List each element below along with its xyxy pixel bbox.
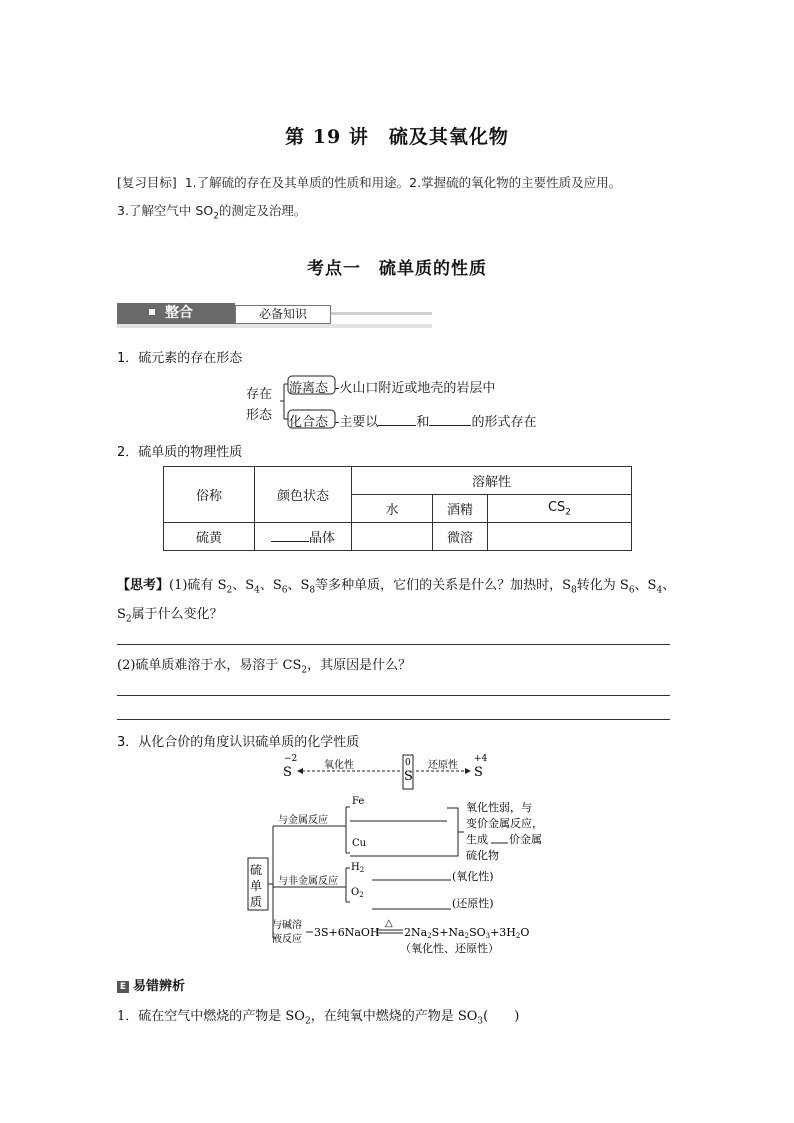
sulfur-chemistry-diagram <box>240 752 560 962</box>
error-heading: E 易错辨析 <box>117 975 185 994</box>
header-water: 水 <box>352 495 433 523</box>
valence-minus2: −2 <box>284 754 298 764</box>
answer-line-3[interactable] <box>117 719 670 720</box>
cu-label: Cu <box>352 838 367 849</box>
svg-text:硫: 硫 <box>250 863 263 877</box>
svg-text:变价金属反应，: 变价金属反应， <box>466 817 543 830</box>
metal-reaction-label: 与金属反应 <box>278 815 328 826</box>
header-alcohol: 酒精 <box>433 495 488 523</box>
valence-zero: 0 <box>405 758 411 768</box>
header-color-state: 颜色状态 <box>255 467 352 523</box>
square-icon <box>149 309 155 315</box>
existence-root: 存在 形态 <box>246 387 273 423</box>
sulfur-minus2: S <box>283 765 292 780</box>
answer-line-2[interactable] <box>117 695 670 696</box>
answer-line-1[interactable] <box>117 644 670 645</box>
banner-knowledge: 必备知识 <box>235 305 331 324</box>
svg-text:生成: 生成 <box>466 833 488 846</box>
think-q1-line1: 【思考】(1)硫有 $S_2$、$S_4$、$S_6$、$S_8$等多种单质，它们的关系是什么？加热时，$S_8$转化为 $S_6$、$S_4$、 <box>117 578 676 596</box>
fe-label: Fe <box>352 796 365 807</box>
sulfur-zero: S <box>404 769 413 784</box>
cell-alcohol: 微溶 <box>433 523 488 551</box>
answer-blank[interactable]: ( ) <box>483 1009 520 1024</box>
item3-heading: 3．从化合价的角度认识硫单质的化学性质 <box>117 735 360 750</box>
oxidizing-tag: (氧化性) <box>452 870 494 883</box>
review-goals-line1: [复习目标] 1.了解硫的存在及其单质的性质和用途。2.掌握硫的氧化物的主要性质及应用。 <box>117 175 622 190</box>
svg-text:单: 单 <box>250 879 263 893</box>
header-solubility: 溶解性 <box>352 467 632 495</box>
think-tag: 【思考】 <box>117 578 170 593</box>
reducing-label: 还原性 <box>428 760 458 771</box>
reducing-tag: (还原性) <box>452 897 494 910</box>
svg-text:质: 质 <box>250 895 263 909</box>
header-cs2: $CS_2$ <box>488 495 632 523</box>
nonmetal-reaction-label: 与非金属反应 <box>278 876 338 887</box>
svg-text:与碱溶: 与碱溶 <box>272 920 302 931</box>
equation-left: 3S+6NaOH <box>314 926 380 939</box>
free-state-text: -火山口附近或地壳的岩层中 <box>335 381 496 396</box>
item2-heading: 2．硫单质的物理性质 <box>117 445 243 460</box>
cell-common-name: 硫黄 <box>164 523 255 551</box>
heat-icon: △ <box>385 918 393 929</box>
section-title: 考点一 硫单质的性质 <box>307 259 487 279</box>
free-state-label: 游离态 <box>289 381 329 396</box>
review-goals-line2: 3.了解空气中 $SO_2$的测定及治理。 <box>117 203 307 222</box>
review-tag: [复习目标] <box>117 175 177 190</box>
svg-text:液反应: 液反应 <box>272 934 302 945</box>
think-q2: (2)硫单质难溶于水，易溶于 $CS_2$，其原因是什么？ <box>117 658 412 676</box>
valence-plus4: +4 <box>474 754 488 764</box>
cell-cs2 <box>488 523 632 551</box>
section-banner <box>117 303 432 328</box>
error-q1: 1．硫在空气中燃烧的产物是 $SO_2$，在纯氧中燃烧的产物是 $SO_3$( ) <box>117 1009 520 1027</box>
svg-text:氧化性弱，与: 氧化性弱，与 <box>466 801 532 814</box>
sulfur-plus4: S <box>474 765 483 780</box>
error-badge-icon: E <box>117 981 129 993</box>
svg-text:价金属: 价金属 <box>509 833 542 846</box>
header-common-name: 俗称 <box>164 467 255 523</box>
banner-integrate: 整合 <box>117 303 235 324</box>
h2-label: $H_2$ <box>351 862 365 874</box>
page-title: 第 19 讲 硫及其氧化物 <box>285 126 509 148</box>
combined-state-label: 化合态 <box>289 415 329 430</box>
svg-text:硫化物: 硫化物 <box>466 849 499 862</box>
item1-heading: 1．硫元素的存在形态 <box>117 351 243 366</box>
cell-color-state: 晶体 <box>255 523 352 551</box>
think-q1-line2: $S_2$属于什么变化？ <box>117 607 223 625</box>
equation-right: 2Na2S+Na2SO3+3H2O <box>404 926 530 940</box>
oxidizing-label: 氧化性 <box>324 760 354 771</box>
o2-label: $O_2$ <box>351 887 364 899</box>
equation-note: （氧化性、还原性） <box>400 942 499 955</box>
cell-water <box>352 523 433 551</box>
combined-state-text: -主要以 和 的形式存在 <box>335 415 537 430</box>
physical-properties-table <box>163 466 632 551</box>
